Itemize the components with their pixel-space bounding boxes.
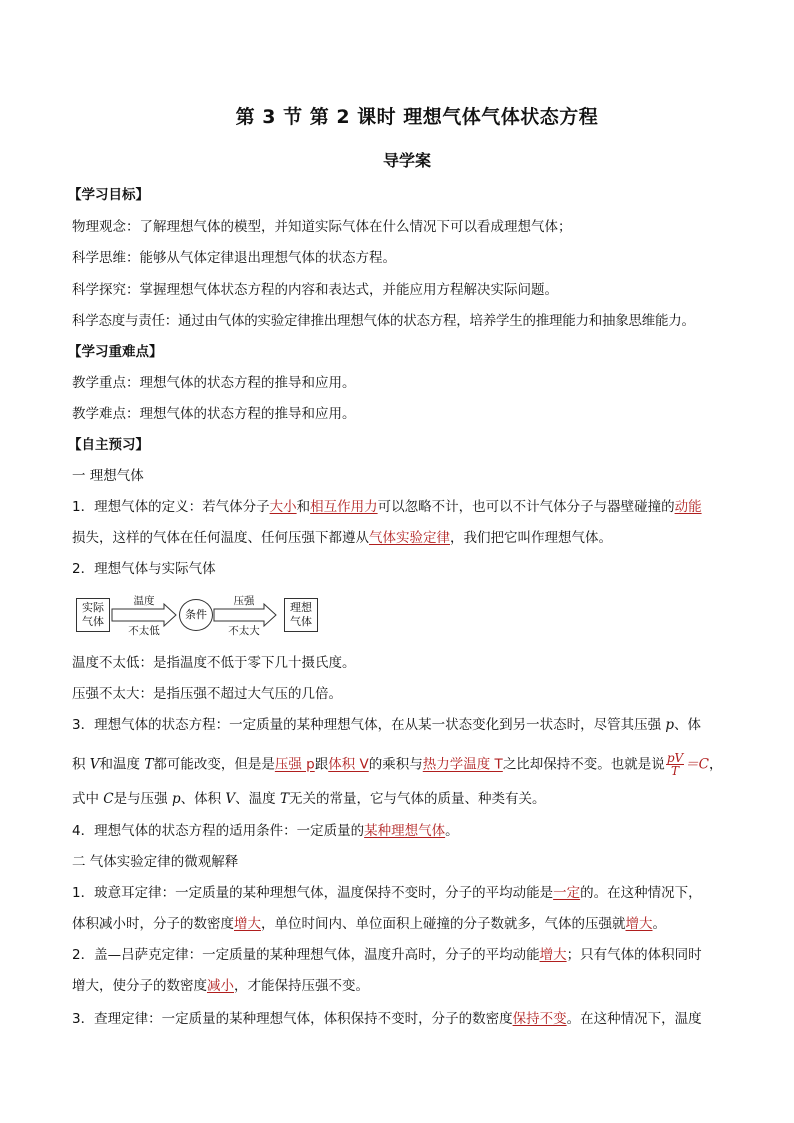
answer-blank: 体积 V xyxy=(328,756,369,773)
paragraph-state-equation-line2: 积 V和温度 T都可能改变，但是是压强 p跟体积 V的乘积与热力学温度 T之比却保持不变。也就是说 $\frac{pV}{T}$ ＝C， xyxy=(72,751,723,778)
objective-item: 科学态度与责任：通过由气体的实验定律推出理想气体的状态方程，培养学生的推理能力和抽象思维能力。 xyxy=(72,313,695,329)
section-heading-preview: 【自主预习】 xyxy=(68,437,149,453)
keypoint-item: 教学重点：理想气体的状态方程的推导和应用。 xyxy=(72,375,356,391)
part-heading-ideal-gas: 一 理想气体 xyxy=(72,468,144,484)
condition-circle: 条件 xyxy=(179,599,213,631)
objective-item: 物理观念：了解理想气体的模型，并知道实际气体在什么情况下可以看成理想气体； xyxy=(72,219,572,235)
objective-item: 科学探究：掌握理想气体状态方程的内容和表达式，并能应用方程解决实际问题。 xyxy=(72,282,558,298)
condition-flow-diagram xyxy=(76,594,336,638)
section-heading-objectives: 【学习目标】 xyxy=(68,187,149,203)
answer-blank: 相互作用力 xyxy=(310,499,378,515)
paragraph-charles-line1: 3．查理定律：一定质量的某种理想气体，体积保持不变时，分子的数密度保持不变。在这种情况下，温度 xyxy=(72,1011,702,1027)
arrow-label-temperature: 温度 xyxy=(133,595,155,607)
note-pressure: 压强不太大：是指压强不超过大气压的几倍。 xyxy=(72,686,342,702)
paragraph-gay-lussac-line2: 增大，使分子的数密度减小，才能保持压强不变。 xyxy=(72,978,369,994)
answer-blank: 热力学温度 T xyxy=(422,756,503,773)
answer-blank: 动能 xyxy=(674,499,702,515)
real-gas-box: 实际 气体 xyxy=(76,598,110,632)
note-temperature: 温度不太低：是指温度不低于零下几十摄氏度。 xyxy=(72,655,356,671)
arrow-label-not-too-low: 不太低 xyxy=(128,625,160,637)
paragraph-ideal-vs-real: 2．理想气体与实际气体 xyxy=(72,561,216,577)
answer-blank: 大小 xyxy=(269,499,297,515)
paragraph-definition-line1: 1．理想气体的定义：若气体分子大小和相互作用力可以忽略不计，也可以不计气体分子与器壁碰撞的动能 xyxy=(72,499,702,515)
answer-blank: 某种理想气体 xyxy=(364,823,446,839)
arrow-label-not-too-high: 不太大 xyxy=(228,625,260,637)
answer-blank: 减小 xyxy=(207,978,234,994)
formula-fraction: $\frac{pV}{T}$ xyxy=(666,751,684,778)
answer-blank: 增大 xyxy=(234,916,261,932)
answer-blank: 气体实验定律 xyxy=(369,530,450,546)
keypoint-item: 教学难点：理想气体的状态方程的推导和应用。 xyxy=(72,406,356,422)
arrow-label-pressure: 压强 xyxy=(233,595,255,607)
section-heading-keypoints: 【学习重难点】 xyxy=(68,344,163,360)
page-title: 第 3 节 第 2 课时 理想气体气体状态方程 xyxy=(235,106,599,128)
answer-blank: 一定 xyxy=(553,885,581,901)
paragraph-gay-lussac-line1: 2．盖—吕萨克定律：一定质量的某种理想气体，温度升高时，分子的平均动能增大；只有气体的体积同时 xyxy=(72,947,702,963)
paragraph-state-equation-line3: 式中 C是与压强 p、体积 V、温度 T无关的常量，它与气体的质量、种类有关。 xyxy=(72,791,546,807)
paragraph-applicable-condition: 4．理想气体的状态方程的适用条件：一定质量的某种理想气体。 xyxy=(72,823,459,839)
answer-blank: 保持不变 xyxy=(512,1011,567,1027)
paragraph-boyle-line1: 1．玻意耳定律：一定质量的某种理想气体，温度保持不变时，分子的平均动能是一定的。在这种情况下， xyxy=(72,885,702,901)
paragraph-definition-line2: 损失，这样的气体在任何温度、任何压强下都遵从气体实验定律，我们把它叫作理想气体。 xyxy=(72,530,612,546)
paragraph-state-equation-line1: 3．理想气体的状态方程：一定质量的某种理想气体，在从某一状态变化到另一状态时，尽管其压强 p、体 xyxy=(72,717,702,733)
answer-blank: 增大 xyxy=(539,947,567,963)
objective-item: 科学思维：能够从气体定律退出理想气体的状态方程。 xyxy=(72,250,396,266)
answer-blank: 压强 p xyxy=(274,756,315,773)
part-heading-microscopic: 二 气体实验定律的微观解释 xyxy=(72,854,239,870)
ideal-gas-box: 理想 气体 xyxy=(284,598,318,632)
paragraph-boyle-line2: 体积减小时，分子的数密度增大，单位时间内、单位面积上碰撞的分子数就多，气体的压强就增大。 xyxy=(72,916,666,932)
page-subtitle: 导学案 xyxy=(382,151,431,170)
answer-blank: 增大 xyxy=(625,916,653,932)
formula-constant: ＝C xyxy=(685,756,710,773)
